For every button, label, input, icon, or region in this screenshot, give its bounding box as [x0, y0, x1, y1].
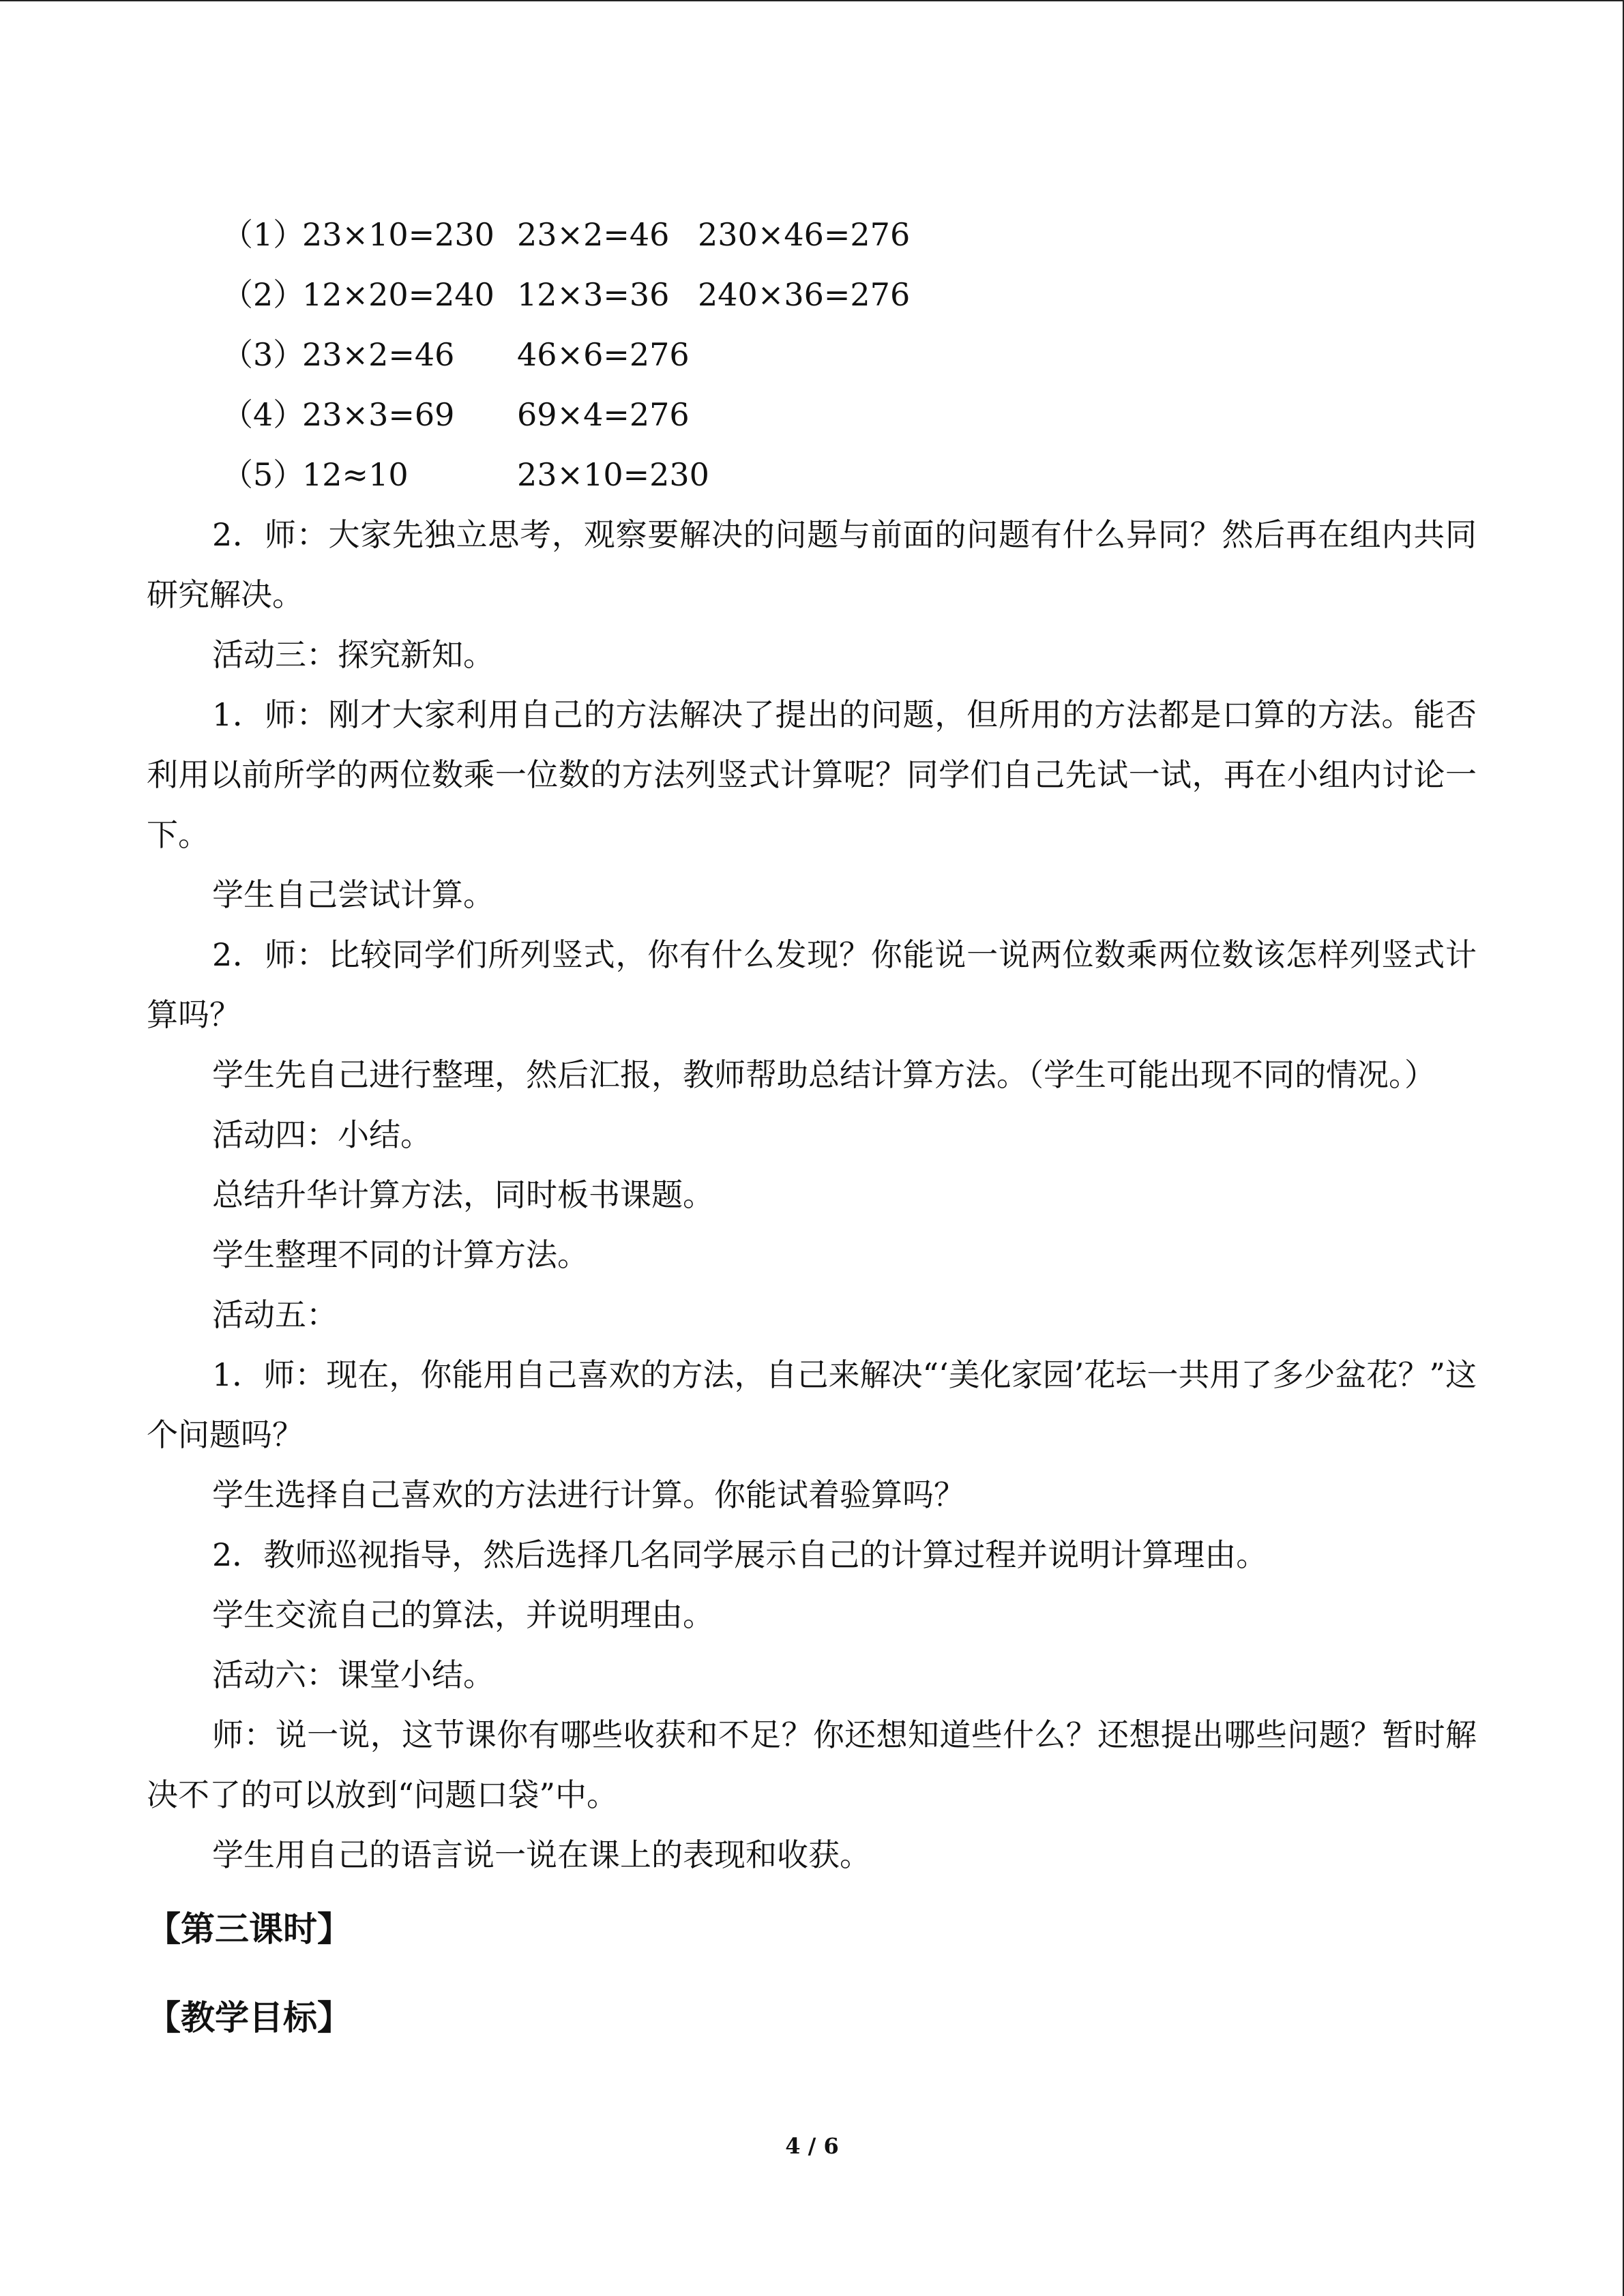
- paragraph: 1．师：现在，你能用自己喜欢的方法，自己来解决“‘美化家园’花坛一共用了多少盆花？”这个问题吗？: [147, 1356, 1477, 1453]
- paragraph: 学生先自己进行整理，然后汇报，教师帮助总结计算方法。（学生可能出现不同的情况。）: [212, 1056, 1436, 1093]
- section-heading: 【第三课时】: [147, 1909, 351, 1949]
- equation-index: （2）: [222, 276, 305, 313]
- paragraph: 师：说一说，这节课你有哪些收获和不足？你还想知道些什么？还想提出哪些问题？暂时解决不了的可以放到“问题口袋”中。: [147, 1716, 1477, 1813]
- equation-step: 12≈10: [302, 456, 409, 493]
- paragraph: 学生用自己的语言说一说在课上的表现和收获。: [212, 1836, 871, 1873]
- activity-heading: 活动四：小结。: [212, 1116, 432, 1153]
- activity-heading: 活动三：探究新知。: [212, 636, 494, 673]
- paragraph: 学生交流自己的算法，并说明理由。: [212, 1596, 714, 1633]
- equation-step: 12×20=240: [302, 276, 494, 313]
- section-heading: 【教学目标】: [147, 1998, 351, 2038]
- equation-index: （4）: [222, 396, 305, 433]
- paragraph: 2．师：大家先独立思考，观察要解决的问题与前面的问题有什么异同？然后再在组内共同研究解决。: [147, 516, 1477, 613]
- equation-step: 240×36=276: [698, 276, 911, 313]
- equation-index: （5）: [222, 456, 305, 493]
- equation-step: 12×3=36: [517, 276, 670, 313]
- paragraph: 学生选择自己喜欢的方法进行计算。你能试着验算吗？: [212, 1476, 965, 1513]
- equation-step: 230×46=276: [698, 216, 911, 253]
- document-body: [147, 205, 1477, 2062]
- paragraph: 总结升华计算方法，同时板书课题。: [212, 1176, 714, 1213]
- equation-index: （1）: [222, 216, 305, 253]
- activity-heading: 活动六：课堂小结。: [212, 1656, 494, 1693]
- paragraph: 2．师：比较同学们所列竖式，你有什么发现？你能说一说两位数乘两位数该怎样列竖式计算吗？: [147, 936, 1477, 1033]
- equation-step: 23×10=230: [302, 216, 494, 253]
- paragraph: 2．教师巡视指导，然后选择几名同学展示自己的计算过程并说明计算理由。: [212, 1536, 1268, 1573]
- equation-row: [147, 325, 1477, 385]
- paragraph: 1．师：刚才大家利用自己的方法解决了提出的问题，但所用的方法都是口算的方法。能否利用以前所学的两位数乘一位数的方法列竖式计算呢？同学们自己先试一试，再在小组内讨论一下。: [147, 696, 1477, 853]
- activity-heading: 活动五：: [212, 1296, 338, 1333]
- equation-step: 23×2=46: [302, 336, 455, 373]
- equation-step: 46×6=276: [517, 336, 690, 373]
- paragraph: 学生自己尝试计算。: [212, 876, 494, 913]
- equation-step: 23×3=69: [302, 396, 455, 433]
- paragraph: 学生整理不同的计算方法。: [212, 1236, 589, 1273]
- equation-row: [147, 445, 1477, 505]
- equation-row: [147, 385, 1477, 445]
- equation-step: 69×4=276: [517, 396, 690, 433]
- page-number: 4 / 6: [785, 2133, 839, 2159]
- equation-index: （3）: [222, 336, 305, 373]
- equation-step: 23×10=230: [517, 456, 709, 493]
- equation-row: [147, 265, 1477, 325]
- equation-row: [147, 205, 1477, 265]
- equation-step: 23×2=46: [517, 216, 670, 253]
